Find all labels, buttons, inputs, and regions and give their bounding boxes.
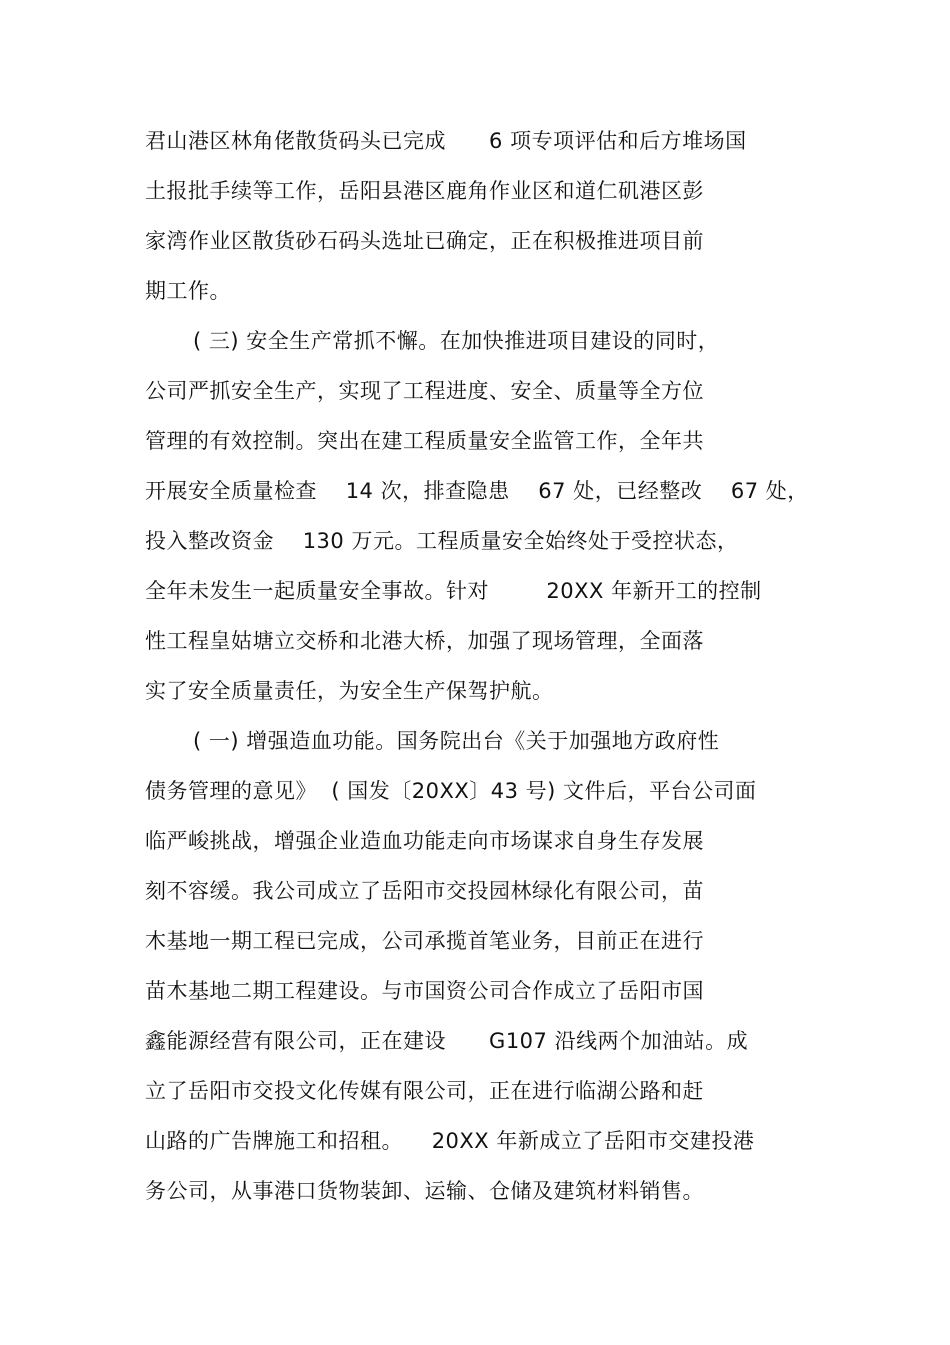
text-line-2: 土报批手续等工作，岳阳县港区鹿角作业区和道仁矶港区彭 bbox=[145, 179, 704, 203]
text-line-16: 刻不容缓。我公司成立了岳阳市交投园林绿化有限公司，苗 bbox=[145, 879, 704, 903]
text-line-22: 务公司，从事港口货物装卸、运输、仓储及建筑材料销售。 bbox=[145, 1179, 704, 1203]
text-line-11: 性工程皇姑塘立交桥和北港大桥，加强了现场管理，全面落 bbox=[145, 629, 704, 653]
text-line-10: 全年未发生一起质量安全事故。针对 20XX 年新开工的控制 bbox=[145, 579, 762, 603]
text-line-19: 鑫能源经营有限公司，正在建设 G107 沿线两个加油站。成 bbox=[145, 1029, 749, 1053]
text-line-4: 期工作。 bbox=[145, 279, 231, 303]
text-line-18: 苗木基地二期工程建设。与市国资公司合作成立了岳阳市国 bbox=[145, 979, 704, 1003]
text-line-6: 公司严抓安全生产，实现了工程进度、安全、质量等全方位 bbox=[145, 379, 704, 403]
text-line-20: 立了岳阳市交投文化传媒有限公司，正在进行临湖公路和赶 bbox=[145, 1079, 704, 1103]
text-line-7: 管理的有效控制。突出在建工程质量安全监管工作，全年共 bbox=[145, 429, 704, 453]
text-line-1: 君山港区林角佬散货码头已完成 6 项专项评估和后方堆场国 bbox=[145, 129, 747, 153]
text-line-17: 木基地一期工程已完成，公司承揽首笔业务，目前正在进行 bbox=[145, 929, 704, 953]
text-line-9: 投入整改资金 130 万元。工程质量安全始终处于受控状态， bbox=[145, 529, 739, 553]
text-line-8: 开展安全质量检查 14 次，排查隐患 67 处，已经整改 67 处， bbox=[145, 479, 809, 503]
text-line-3: 家湾作业区散货砂石码头选址已确定，正在积极推进项目前 bbox=[145, 229, 704, 253]
text-line-14: 债务管理的意见》 ( 国发〔20XX〕43 号) 文件后，平台公司面 bbox=[145, 779, 757, 803]
text-line-12: 实了安全质量责任，为安全生产保驾护航。 bbox=[145, 679, 554, 703]
text-line-5: ( 三) 安全生产常抓不懈。在加快推进项目建设的同时， bbox=[193, 329, 720, 353]
text-line-21: 山路的广告牌施工和招租。 20XX 年新成立了岳阳市交建投港 bbox=[145, 1129, 755, 1153]
text-line-13: ( 一) 增强造血功能。国务院出台《关于加强地方政府性 bbox=[193, 729, 720, 753]
text-line-15: 临严峻挑战，增强企业造血功能走向市场谋求自身生存发展 bbox=[145, 829, 704, 853]
